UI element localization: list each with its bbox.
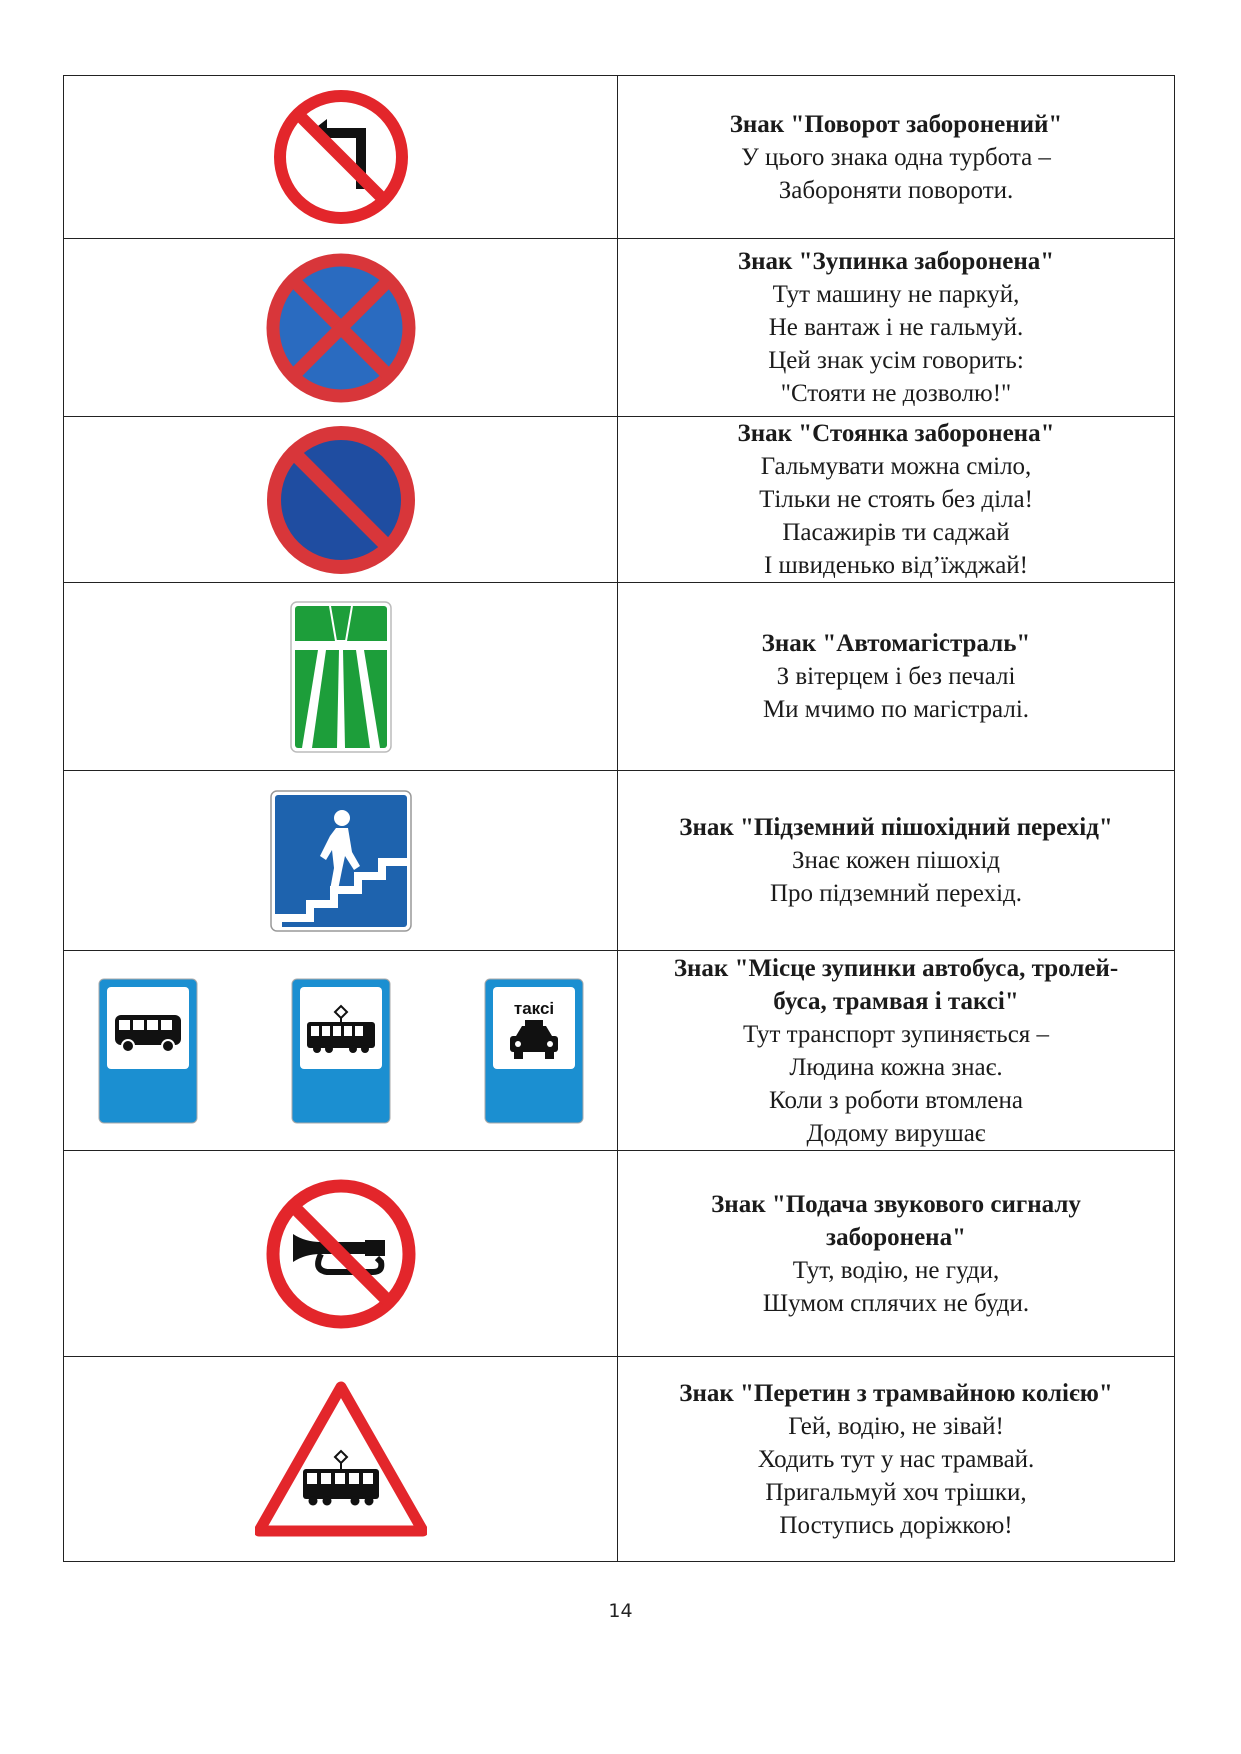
verse-line: У цього знака одна турбота –: [741, 143, 1051, 171]
table-row: [64, 951, 1175, 1151]
verse-line: Ходить тут у нас трамвай.: [757, 1445, 1035, 1473]
verse-line: Пригальмуй хоч трішки,: [765, 1478, 1027, 1506]
table-row: [64, 1357, 1175, 1562]
table-row: [64, 417, 1175, 583]
sign-title: Знак "Зупинка заборонена": [737, 248, 1055, 275]
sign-title: Знак "Стоянка заборонена": [737, 420, 1055, 447]
bus-stop-sign-icon: [98, 978, 198, 1124]
no-parking-sign-icon: [266, 425, 416, 575]
sign-image-cell: [64, 583, 618, 771]
sign-title: Знак "Автомагістраль": [761, 630, 1031, 657]
verse-line: Тут машину не паркуй,: [772, 281, 1020, 308]
taxi-stop-sign-icon: [484, 978, 584, 1124]
sign-description-cell: [618, 771, 1175, 951]
page-number: 14: [608, 1600, 633, 1622]
sign-description-cell: [618, 1357, 1175, 1562]
motorway-sign-icon: [290, 601, 392, 753]
sign-title: Знак "Перетин з трамвайною колією": [679, 1379, 1113, 1407]
tram-crossing-warning-sign-icon: [255, 1381, 427, 1537]
verse-line: "Стояти не дозволю!": [780, 380, 1012, 407]
table-row: [64, 771, 1175, 951]
sign-image-cell: [64, 771, 618, 951]
sign-description-cell: [618, 417, 1175, 583]
sign-title: буса, трамвая і таксі": [773, 987, 1019, 1015]
table-row: [64, 1151, 1175, 1357]
sign-title: Знак "Поворот заборонений": [729, 110, 1063, 138]
verse-line: Тільки не стоять без діла!: [759, 486, 1033, 513]
transit-stop-signs-icon: [64, 978, 617, 1124]
table-row: [64, 239, 1175, 417]
sign-description-cell: [618, 1151, 1175, 1357]
table-row: [64, 76, 1175, 239]
verse-line: Забороняти повороти.: [778, 176, 1014, 204]
no-stopping-sign-icon: [266, 253, 416, 403]
verse-line: Гей, водію, не зівай!: [788, 1412, 1004, 1440]
no-left-turn-sign-icon: [273, 89, 409, 225]
sign-description-cell: [618, 583, 1175, 771]
tram-stop-sign-icon: [291, 978, 391, 1124]
verse-line: Додому вирушає: [806, 1119, 986, 1147]
signs-table: [63, 75, 1175, 1562]
sign-image-cell: [64, 417, 618, 583]
verse-line: Тут, водію, не гуди,: [792, 1256, 1000, 1284]
sign-image-cell: [64, 1151, 618, 1357]
underground-crossing-sign-icon: [270, 790, 412, 932]
sign-title: Знак "Підземний пішохідний перехід": [679, 814, 1113, 841]
verse-line: Шумом сплячих не буди.: [762, 1289, 1030, 1317]
verse-line: Знає кожен пішохід: [791, 847, 1001, 874]
verse-line: Цей знак усім говорить:: [768, 347, 1024, 374]
sign-image-cell: [64, 76, 618, 239]
verse-line: Тут транспорт зупиняється –: [742, 1020, 1050, 1048]
sign-image-cell: [64, 951, 618, 1151]
sign-title: Знак "Місце зупинки автобуса, тролей-: [673, 954, 1119, 982]
verse-line: Пасажирів ти саджай: [782, 519, 1010, 546]
sign-image-cell: [64, 239, 618, 417]
verse-line: З вітерцем і без печалі: [776, 663, 1016, 690]
sign-description-cell: [618, 76, 1175, 239]
verse-line: Людина кожна знає.: [789, 1053, 1003, 1081]
table-row: [64, 583, 1175, 771]
sign-description-cell: [618, 951, 1175, 1151]
sign-title: Знак "Подача звукового сигналу: [711, 1190, 1081, 1218]
verse-line: Ми мчимо по магістралі.: [762, 696, 1030, 723]
sign-title: заборонена": [826, 1223, 966, 1251]
verse-line: І швиденько від’їжджай!: [763, 552, 1029, 579]
verse-line: Не вантаж і не гальмуй.: [768, 314, 1024, 341]
sign-image-cell: [64, 1357, 618, 1562]
taxi-label: таксі: [513, 998, 554, 1018]
verse-line: Коли з роботи втомлена: [769, 1086, 1023, 1114]
verse-line: Поступись доріжкою!: [779, 1511, 1013, 1539]
sign-description-cell: [618, 239, 1175, 417]
no-horn-sign-icon: [265, 1178, 417, 1330]
verse-line: Гальмувати можна сміло,: [760, 453, 1032, 480]
verse-line: Про підземний перехід.: [770, 880, 1022, 907]
